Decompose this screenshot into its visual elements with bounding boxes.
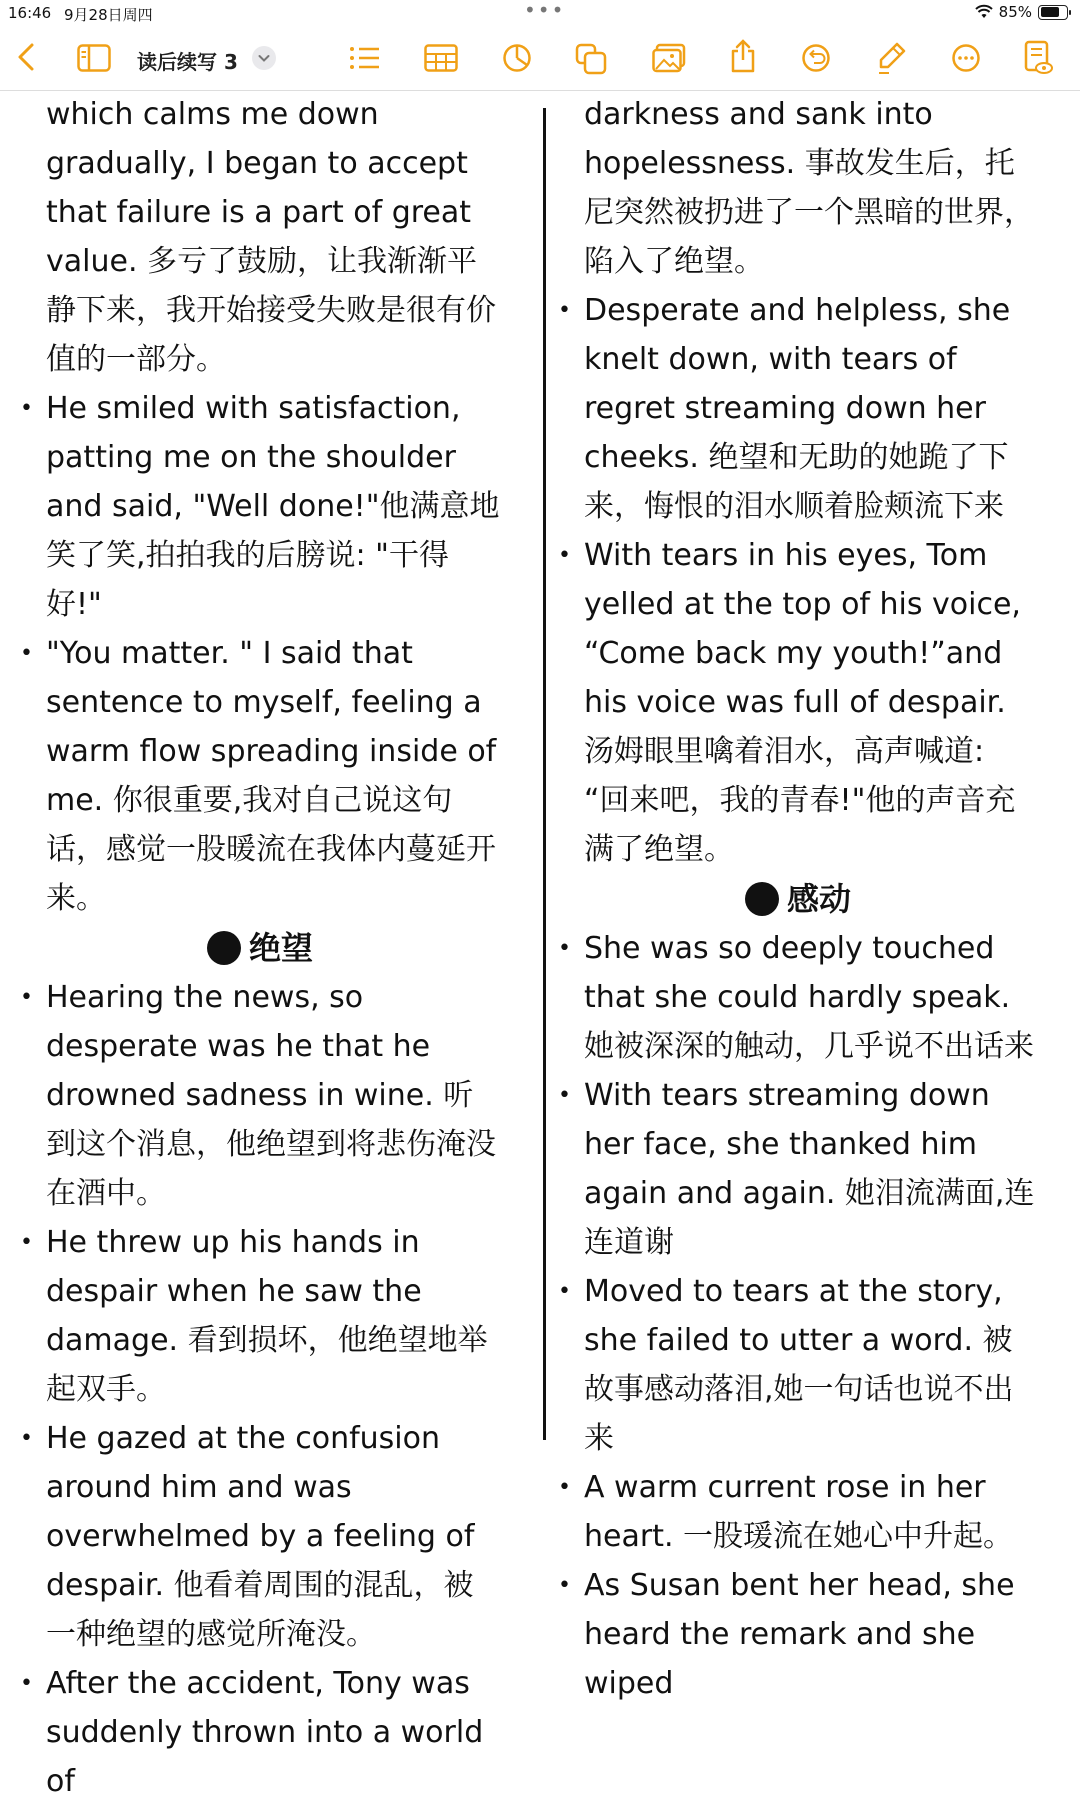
list-item-text: "You matter. " I said that sentence to myself, feeling a warm flow spreading inside of me. 你很重要,我对自己说这句话，感觉一股暖流在我体内蔓延开来。 [46, 636, 497, 916]
list-item-text: He gazed at the confusion around him and was overwhelmed by a feeling of despair. 他看着周围的混乱，被一种绝望的感觉所淹没。 [46, 1421, 475, 1652]
list-item [20, 973, 500, 1218]
status-time: 16:46 [8, 4, 52, 22]
list-item-text: He threw up his hands in despair when he saw the damage. 看到损坏，他绝望地举起双手。 [46, 1225, 488, 1407]
list-item-text: Hearing the news, so desperate was he that he drowned sadness in wine. 听到这个消息，他绝望到将悲伤淹没在酒中。 [46, 980, 496, 1211]
document-view-icon[interactable] [1024, 40, 1054, 76]
list-item [558, 1071, 1038, 1267]
list-item [20, 1218, 500, 1414]
right-items [558, 90, 1038, 874]
list-item [20, 1659, 500, 1806]
list-item [20, 90, 500, 384]
column-divider [543, 108, 546, 1440]
list-item-text: With tears streaming down her face, she thanked him again and again. 她泪流满面,连连道谢 [584, 1078, 1035, 1260]
black-circle-icon [207, 931, 241, 965]
battery-percent: 85% [998, 3, 1032, 21]
black-circle-icon [745, 882, 779, 916]
list-item [20, 629, 500, 923]
list-item-text: A warm current rose in her heart. 一股瑗流在她心中升起。 [584, 1470, 1014, 1554]
list-item [558, 1463, 1038, 1561]
section-heading-touched [558, 874, 1038, 924]
multitask-dots-icon[interactable]: ••• [524, 0, 566, 22]
list-item [20, 1414, 500, 1659]
section-heading-despair [20, 923, 500, 973]
list-item [558, 286, 1038, 531]
table-icon[interactable] [424, 44, 458, 72]
media-icon[interactable] [652, 43, 686, 73]
right-column [558, 90, 1038, 1701]
title-chevron-down-icon[interactable] [252, 46, 276, 70]
document-title[interactable]: 读后续写 3 [137, 50, 238, 74]
bullet-icon: • [558, 1573, 571, 1598]
list-item-text: As Susan bent her head, she heard the remark and she wiped [584, 1568, 1015, 1701]
list-item [558, 1561, 1038, 1708]
list-item [20, 384, 500, 629]
list-item [558, 90, 1038, 286]
back-chevron-icon[interactable] [14, 42, 38, 72]
list-icon[interactable] [349, 45, 381, 71]
share-icon[interactable] [729, 39, 757, 73]
notes-toolbar [0, 28, 1080, 91]
bullet-icon: • [20, 641, 33, 666]
bullet-icon: • [558, 1475, 571, 1500]
wifi-icon [975, 5, 993, 19]
left-items [20, 90, 500, 923]
list-item-text: With tears in his eyes, Tom yelled at the top of his voice, “Come back my youth!”and his voice was full of despair. 汤姆眼里噙着泪水，高声喊道: “回来吧，我的青春!"他的声音充满了绝望。 [584, 538, 1021, 867]
bullet-icon: • [20, 1230, 33, 1255]
status-date: 9月28日周四 [64, 6, 153, 24]
bullet-icon: • [20, 396, 33, 421]
list-item-text: He smiled with satisfaction, patting me on the shoulder and said, "Well done!"他满意地笑了笑,拍拍我的后膀说: "干得好!" [46, 391, 500, 622]
list-item-text: Desperate and helpless, she knelt down, with tears of regret streaming down her cheeks. 绝望和无助的她跪了下来，悔恨的泪水顺着脸颊流下来 [584, 293, 1011, 524]
heading-text: 感动 [786, 880, 851, 918]
status-bar [0, 0, 1080, 28]
right-items-touched [558, 924, 1038, 1708]
bullet-icon: • [558, 1083, 571, 1108]
list-item [558, 531, 1038, 874]
list-item-text: After the accident, Tony was suddenly thrown into a world of [46, 1666, 484, 1799]
bullet-icon: • [558, 1279, 571, 1304]
pie-chart-icon[interactable] [502, 43, 532, 73]
bullet-icon: • [20, 1671, 33, 1696]
undo-icon[interactable] [801, 43, 831, 73]
heading-text: 绝望 [248, 929, 313, 967]
bullet-icon: • [20, 1426, 33, 1451]
list-item-text: Moved to tears at the story, she failed to utter a word. 被故事感动落泪,她一句话也说不出来 [584, 1274, 1014, 1456]
list-item [558, 924, 1038, 1071]
list-item-text: darkness and sank into hopelessness. 事故发生后，托尼突然被扔进了一个黑暗的世界，陷入了绝望。 [584, 97, 1034, 279]
list-item-text: She was so deeply touched that she could hardly speak. 她被深深的触动，几乎说不出话来 [584, 931, 1034, 1064]
bullet-icon: • [558, 298, 571, 323]
bullet-icon: • [558, 543, 571, 568]
sidebar-icon[interactable] [77, 44, 111, 72]
list-item [558, 1267, 1038, 1463]
left-items-despair [20, 973, 500, 1806]
list-item-text: which calms me down gradually, I began to accept that failure is a part of great value. 多亏了鼓励，让我渐渐平静下来，我开始接受失败是很有价值的一部分。 [46, 97, 496, 377]
shapes-icon[interactable] [575, 43, 607, 75]
left-column [20, 90, 500, 1799]
bullet-icon: • [558, 936, 571, 961]
status-right [975, 3, 1068, 21]
more-icon[interactable] [951, 43, 981, 73]
bullet-icon: • [20, 985, 33, 1010]
battery-icon [1038, 5, 1068, 20]
pen-icon[interactable] [877, 41, 907, 75]
